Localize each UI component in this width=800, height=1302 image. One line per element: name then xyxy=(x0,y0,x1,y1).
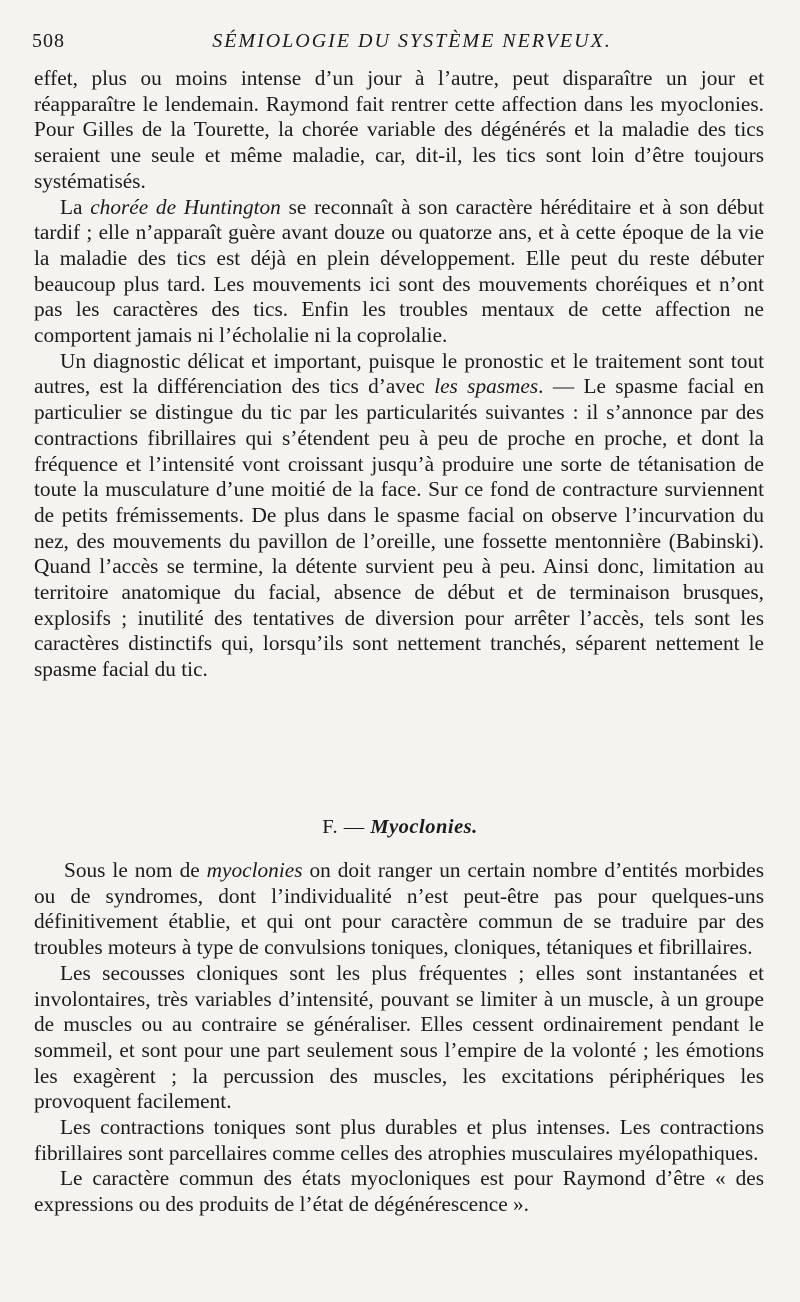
page-header xyxy=(32,30,762,58)
paragraph-caractere-commun: Le caractère commun des états myocloniques est pour Raymond d’être « des expressions ou des produits de l’état de dégénérescence ». xyxy=(34,1166,764,1217)
page-number: 508 xyxy=(32,30,65,52)
emphasis-spasmes: les spasmes xyxy=(434,374,539,399)
section-label: F. — xyxy=(322,816,371,838)
text-block-tics xyxy=(34,66,764,683)
running-title: SÉMIOLOGIE DU SYSTÈME NERVEUX. xyxy=(212,30,612,52)
emphasis-huntington: chorée de Huntington xyxy=(90,194,281,219)
paragraph-contractions-toniques: Les contractions toniques sont plus durables et plus intenses. Les contractions fibrillaires sont parcellaires comme celles des atrophies musculaires myélopathiques. xyxy=(34,1115,764,1165)
paragraph-huntington: La chorée de Huntington se reconnaît à son caractère héréditaire et à son début tardif ; elle n’apparaît guère avant douze ou quatorze ans, et à cette époque de la vie la maladie des tics est déjà en plein développement. Elle peut du reste débuter beaucoup plus tard. Les mouvements ici sont des mouvements choréiques et n’ont pas les caractères des tics. Enfin les troubles mentaux de cette affection ne comportent jamais ni l’écholalie ni la coprolalie. xyxy=(34,194,764,348)
paragraph-myoclonies-definition: Sous le nom de myoclonies on doit ranger un certain nombre d’entités morbides ou de syndromes, dont l’individualité n’est peut-être pas pour quelques-uns définitivement établie, et qui ont pour caractère commun de se traduire par des troubles moteurs à type de convulsions toniques, cloniques, tétaniques et fibrillaires. xyxy=(34,858,764,960)
section-heading-myoclonies xyxy=(0,816,800,839)
text-block-myoclonies xyxy=(34,858,764,1218)
section-title: Myoclonies. xyxy=(370,816,478,838)
paragraph-secousses-cloniques: Les secousses cloniques sont les plus fréquentes ; elles sont instantanées et involontaires, très variables d’intensité, pouvant se limiter à un muscle, à un groupe de muscles ou au contraire se généraliser. Elles cessent ordinairement pendant le sommeil, et sont pour une part seulement sous l’empire de la volonté ; les émotions les exagèrent ; la percussion des muscles, les excitations périphériques les provoquent facilement. xyxy=(34,960,764,1114)
paragraph-continued: effet, plus ou moins intense d’un jour à l’autre, peut disparaître un jour et réapparaître le lendemain. Raymond fait rentrer cette affection dans les myoclonies. Pour Gilles de la Tourette, la chorée variable des dégénérés et la maladie des tics seraient une seule et même maladie, car, dit-il, les tics sont loin d’être toujours systématisés. xyxy=(34,66,764,193)
emphasis-myoclonies: myoclonies xyxy=(206,858,303,882)
paragraph-spasme-facial: Un diagnostic délicat et important, puisque le pronostic et le traitement sont tout autres, est la différenciation des tics d’avec les spasmes. — Le spasme facial en particulier se distingue du tic par les particularités suivantes : il s’annonce par des contractions fibrillaires qui s’étendent peu à peu de proche en proche, et dont la fréquence et l’intensité vont croissant jusqu’à produire une sorte de tétanisation de toute la musculature d’une moitié de la face. Sur ce fond de contracture surviennent de petits frémissements. De plus dans le spasme facial on observe l’incurvation du nez, des mouvements du pavillon de l’oreille, une fossette mentonnière (Babinski). Quand l’accès se termine, la détente survient peu à peu. Ainsi donc, limitation au territoire anatomique du facial, absence de début et de terminaison brusques, explosifs ; inutilité des tentatives de diversion pour arrêter l’accès, tels sont les caractères distinctifs qui, lorsqu’ils sont nettement tranchés, séparent nettement le spasme facial du tic. xyxy=(34,348,764,682)
